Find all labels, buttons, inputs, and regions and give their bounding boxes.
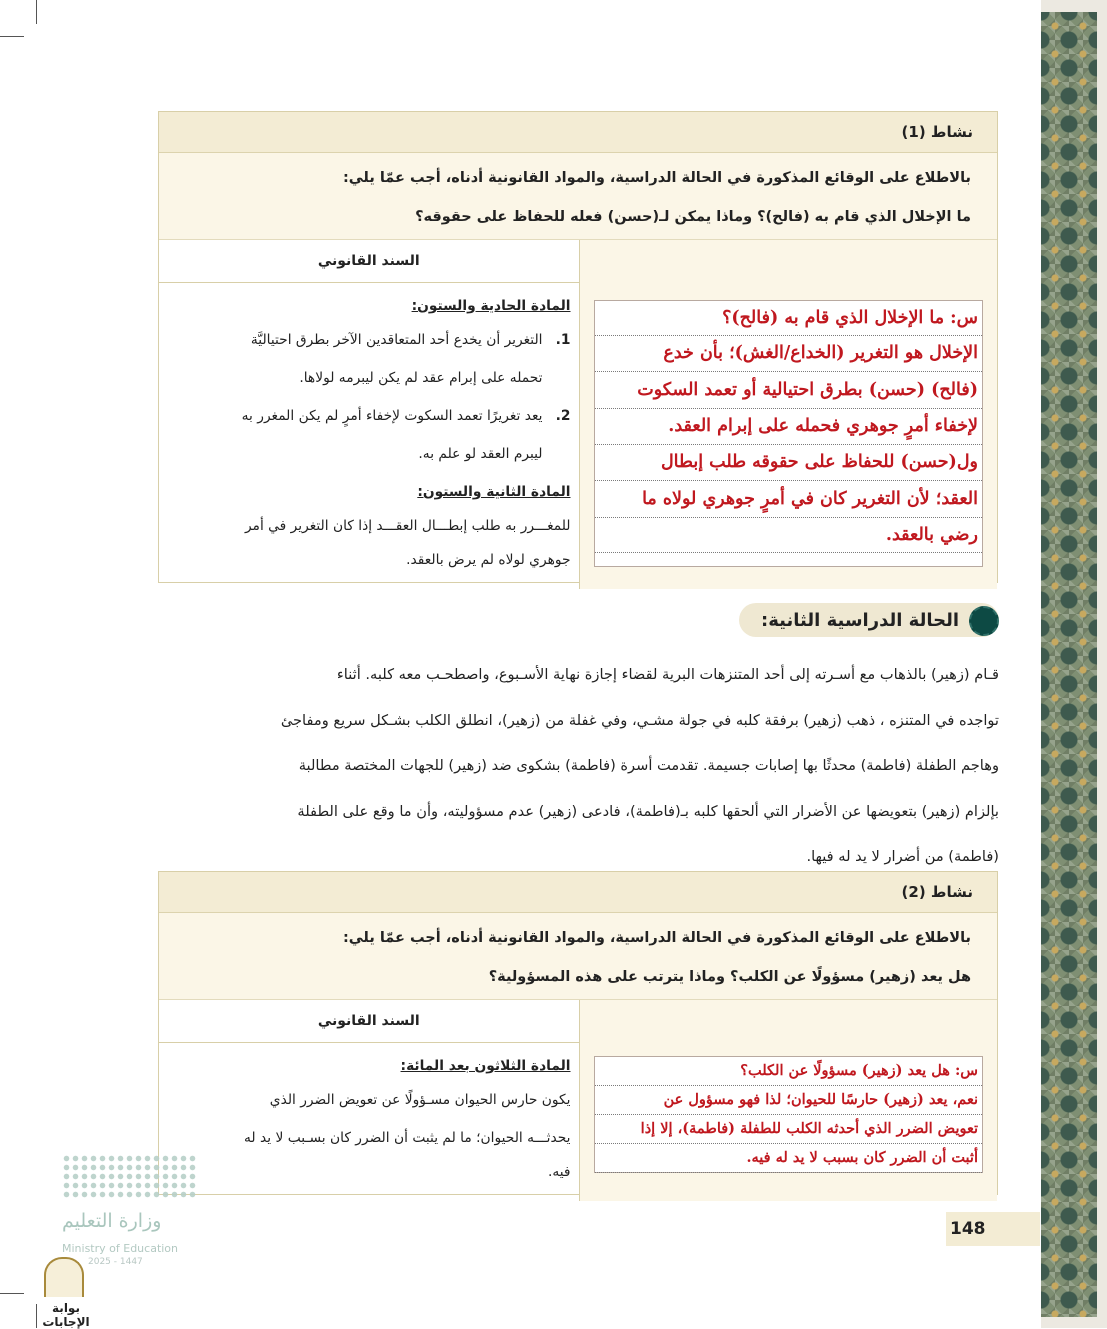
legal-basis-body: [159, 283, 579, 583]
answer-line: لإخفاء أمرٍ جوهري فحمله على إبرام العقد.: [595, 409, 983, 445]
answer-line: ول(حسن) للحفاظ على حقوقه طلب إبطال: [595, 445, 983, 481]
article-line: للمغـــرر به طلب إبطـــال العقـــد إذا كان التغرير في أمر: [244, 518, 571, 534]
answer-line: تعويض الضرر الذي أحدثه الكلب للطفلة (فاطمة)، إلا إذا: [595, 1115, 983, 1144]
activity-2-box: [158, 871, 998, 1195]
article-line: يحدثـــه الحيوان؛ ما لم يثبت أن الضرر كان بسـبب لا يد له: [244, 1130, 571, 1146]
answers-portal-watermark: [30, 1255, 102, 1329]
activity-2-table: [159, 1000, 997, 1201]
activity-1-title: نشاط (1): [159, 112, 997, 153]
answer-line: أثبت أن الضرر كان بسبب لا يد له فيه.: [595, 1144, 983, 1173]
crop-mark: [0, 36, 24, 37]
activity-1-box: [158, 111, 998, 583]
crop-mark: [36, 0, 37, 24]
crop-mark: [0, 1293, 24, 1294]
case-line: بإلزام (زهير) بتعويضها عن الأضرار التي ألحقها كلبه بـ(فاطمة)، فادعى (زهير) عدم مسؤوليته، وأن ما وقع على الطفلة: [297, 802, 999, 820]
ornament-pattern: [1041, 12, 1097, 1317]
activity-2-handwritten-answer: [594, 1056, 984, 1173]
article-130-title: المادة الثلاثون بعد المائة:: [400, 1058, 571, 1074]
case-study-2-title: الحالة الدراسية الثانية:: [739, 603, 999, 637]
case-line: وهاجم الطفلة (فاطمة) محدثًا بها إصابات جسيمة. تقدمت أسرة (فاطمة) بشكوى ضد (زهير) للجهات المختصة مطالبة: [298, 757, 999, 775]
article-line: جوهري لولاه لم يرض بالعقد.: [406, 552, 571, 568]
activity-2-title: نشاط (2): [159, 872, 997, 913]
article-line: التغرير أن يخدع أحد المتعاقدين الآخر بطرق احتياليَّة: [250, 332, 543, 348]
ministry-dots-icon: [62, 1154, 198, 1198]
case-line: (فاطمة) من أضرار لا يد له فيها.: [806, 848, 999, 866]
case-line: قـام (زهير) بالذهاب مع أسـرته إلى أحد المتنزهات البرية لقضاء إجازة نهاية الأسـبوع، واصطحـب معه كلبه. أثناء: [336, 666, 999, 683]
ministry-name-en: Ministry of Education: [62, 1242, 179, 1255]
activity-1-question-band: [159, 153, 997, 240]
item-number: 1.: [555, 332, 571, 348]
activity-2-legal-column: [159, 1000, 580, 1201]
article-line: يعد تغريرًا تعمد السكوت لإخفاء أمرٍ لم يكن المغرر به: [241, 408, 543, 424]
item-number: 2.: [555, 408, 571, 424]
activity-1-answer-column: [580, 240, 998, 589]
article-line: فيه.: [547, 1164, 571, 1180]
activity-2-instruction: بالاطلاع على الوقائع المذكورة في الحالة الدراسية، والمواد القانونية أدناه، أجب عمّا يلي:: [342, 930, 971, 946]
answer-line: س: ما الإخلال الذي قام به (فالح)؟: [595, 301, 983, 336]
activity-1-table: [159, 240, 997, 589]
answer-line: (فالح) (حسن) بطرق احتيالية أو تعمد السكوت: [595, 372, 983, 409]
article-line: تحمله على إبرام عقد لم يكن ليبرمه لولاها.: [299, 370, 543, 386]
legal-basis-header: السند القانوني: [159, 1000, 579, 1043]
article-line: ليبرم العقد لو علم به.: [418, 446, 543, 462]
activity-1-question: ما الإخلال الذي قام به (فالح)؟ وماذا يمكن لـ(حسن) فعله للحفاظ على حقوقه؟: [415, 209, 971, 225]
activity-2-answer-column: [580, 1000, 998, 1201]
case-line: تواجده في المتنزه ، ذهب (زهير) برفقة كلبه في جولة مشـي، وفي غفلة من (زهير)، انطلق الكلب بشـكل سريع ومفاجئ: [280, 711, 999, 729]
article-62-title: المادة الثانية والستون:: [417, 484, 571, 500]
answer-line: رضي بالعقد.: [595, 518, 983, 553]
answer-line: نعم، يعد (زهير) حارسًا للحيوان؛ لذا فهو مسؤول عن: [595, 1086, 983, 1115]
legal-basis-header: السند القانوني: [159, 240, 579, 283]
watermark-text: بوابة الإجابات: [42, 1301, 90, 1329]
activity-2-question-band: [159, 913, 997, 1000]
answer-line: س: هل يعد (زهير) مسؤولًا عن الكلب؟: [595, 1057, 983, 1086]
article-line: يكون حارس الحيوان مسـؤولًا عن تعويض الضرر الذي: [269, 1092, 571, 1108]
ministry-name-ar: وزارة التعليم: [62, 1210, 162, 1232]
article-61-item-2: [167, 397, 571, 473]
section-badge-icon: [969, 606, 999, 636]
article-61-item-1: [167, 321, 571, 397]
answer-line: الإخلال هو التغرير (الخداع/الغش)؛ بأن خدع: [595, 336, 983, 372]
activity-1-instruction: بالاطلاع على الوقائع المذكورة في الحالة الدراسية، والمواد القانونية أدناه، أجب عمّا يلي:: [342, 170, 971, 186]
legal-basis-body: [159, 1043, 579, 1195]
activity-2-question: هل يعد (زهير) مسؤولًا عن الكلب؟ وماذا يترتب على هذه المسؤولية؟: [488, 969, 971, 985]
activity-1-legal-column: [159, 240, 580, 589]
gate-icon: [44, 1257, 84, 1297]
page-number: 148: [946, 1212, 1040, 1246]
answer-line: العقد؛ لأن التغرير كان في أمرٍ جوهري لولاه ما: [595, 481, 983, 518]
activity-1-handwritten-answer: [594, 300, 984, 567]
case-study-2-text: [161, 652, 999, 880]
article-61-title: المادة الحادية والستون:: [411, 298, 571, 314]
ministry-year: 2025 - 1447: [88, 1257, 143, 1267]
